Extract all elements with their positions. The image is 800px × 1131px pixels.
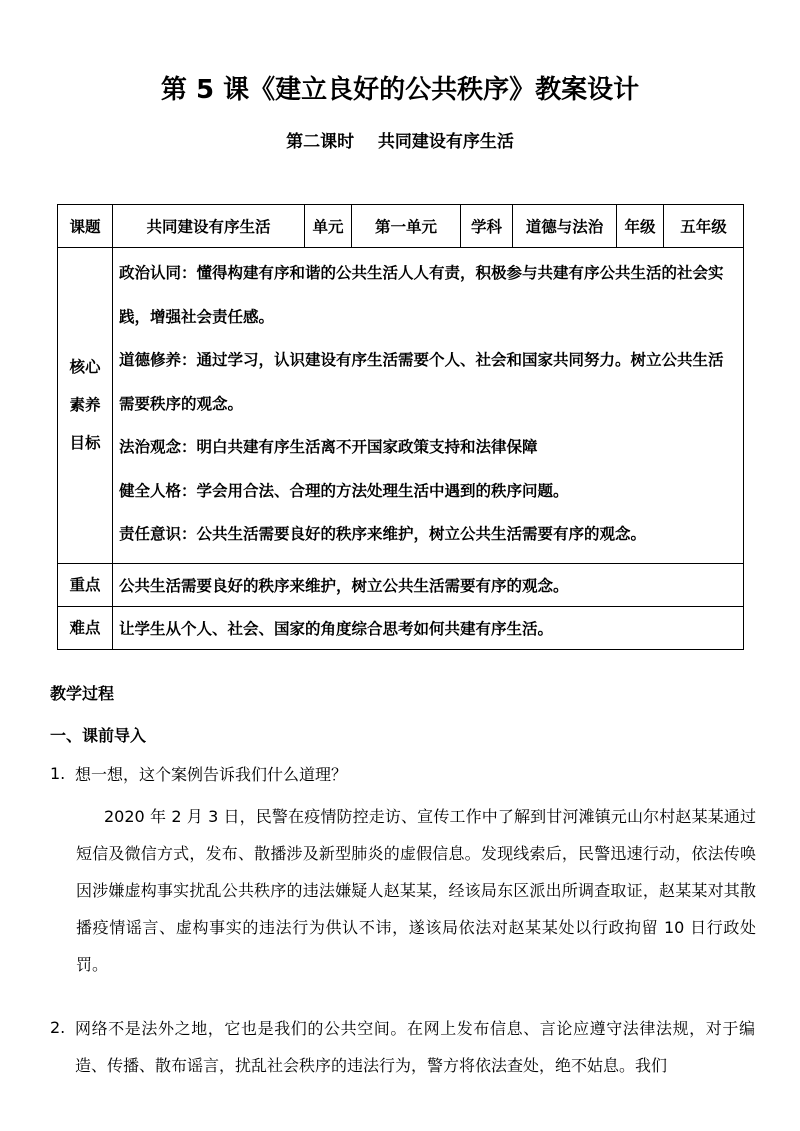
topic-value: 共同建设有序生活	[113, 205, 305, 248]
section-pre-class-intro: 一、课前导入	[50, 726, 147, 745]
difficulty-label: 难点	[58, 606, 113, 649]
key-point-value: 公共生活需要良好的秩序来维护，树立公共生活需要有序的观念。	[113, 563, 744, 606]
lesson-subtitle: 第二课时 共同建设有序生活	[286, 132, 514, 152]
key-point-row	[58, 563, 744, 606]
teaching-process-heading: 教学过程	[50, 684, 115, 703]
document-title: 第 5 课《建立良好的公共秩序》教案设计	[160, 75, 640, 105]
lesson-info-table	[57, 204, 744, 650]
core-label-line: 核心	[69, 358, 101, 377]
grade-value: 五年级	[664, 205, 744, 248]
topic-label: 课题	[58, 205, 113, 248]
item-2-number: 2.	[50, 1018, 66, 1037]
core-label-line: 素养	[69, 396, 101, 415]
key-point-label: 重点	[58, 563, 113, 606]
goal-moral: 道德修养：通过学习，认识建设有序生活需要个人、社会和国家共同努力。树立公共生活需要秩序的观念。	[119, 351, 724, 413]
goal-personality: 健全人格：学会用合法、合理的方法处理生活中遇到的秩序问题。	[119, 481, 569, 500]
grade-label: 年级	[617, 205, 664, 248]
goal-law: 法治观念：明白共建有序生活离不开国家政策支持和法律保障	[119, 438, 538, 456]
subject-value: 道德与法治	[513, 205, 617, 248]
core-goals-row	[58, 248, 744, 564]
table-header-row	[58, 205, 744, 248]
core-label-line: 目标	[69, 434, 101, 453]
subject-label: 学科	[461, 205, 513, 248]
difficulty-value: 让学生从个人、社会、国家的角度综合思考如何共建有序生活。	[113, 606, 744, 649]
item-1-number: 1.	[50, 764, 66, 783]
core-goals-label	[58, 248, 113, 564]
core-goals-content	[113, 248, 744, 564]
goal-responsibility: 责任意识：公共生活需要良好的秩序来维护，树立公共生活需要有序的观念。	[119, 525, 647, 543]
goal-political: 政治认同：懂得构建有序和谐的公共生活人人有责，积极参与共建有序公共生活的社会实践，增强社会责任感。	[119, 264, 724, 326]
unit-value: 第一单元	[352, 205, 461, 248]
item-1-text: 想一想，这个案例告诉我们什么道理？	[75, 765, 348, 784]
case-paragraph: 2020 年 2 月 3 日，民警在疫情防控走访、宣传工作中了解到甘河滩镇元山尔村赵某某通过短信及微信方式，发布、散播涉及新型肺炎的虚假信息。发现线索后，民警迅速行动，依法传唤因涉嫌虚构事实扰乱公共秩序的违法嫌疑人赵某某，经该局东区派出所调查取证，赵某某对其散播疫情谣言、虚构事实的违法行为供认不讳，遂该局依法对赵某某处以行政拘留 10 日行政处罚。	[76, 807, 756, 974]
unit-label: 单元	[305, 205, 352, 248]
item-2-text: 网络不是法外之地，它也是我们的公共空间。在网上发布信息、言论应遵守法律法规，对于编造、传播、散布谣言，扰乱社会秩序的违法行为，警方将依法查处，绝不姑息。我们	[75, 1019, 755, 1075]
difficulty-row	[58, 606, 744, 649]
